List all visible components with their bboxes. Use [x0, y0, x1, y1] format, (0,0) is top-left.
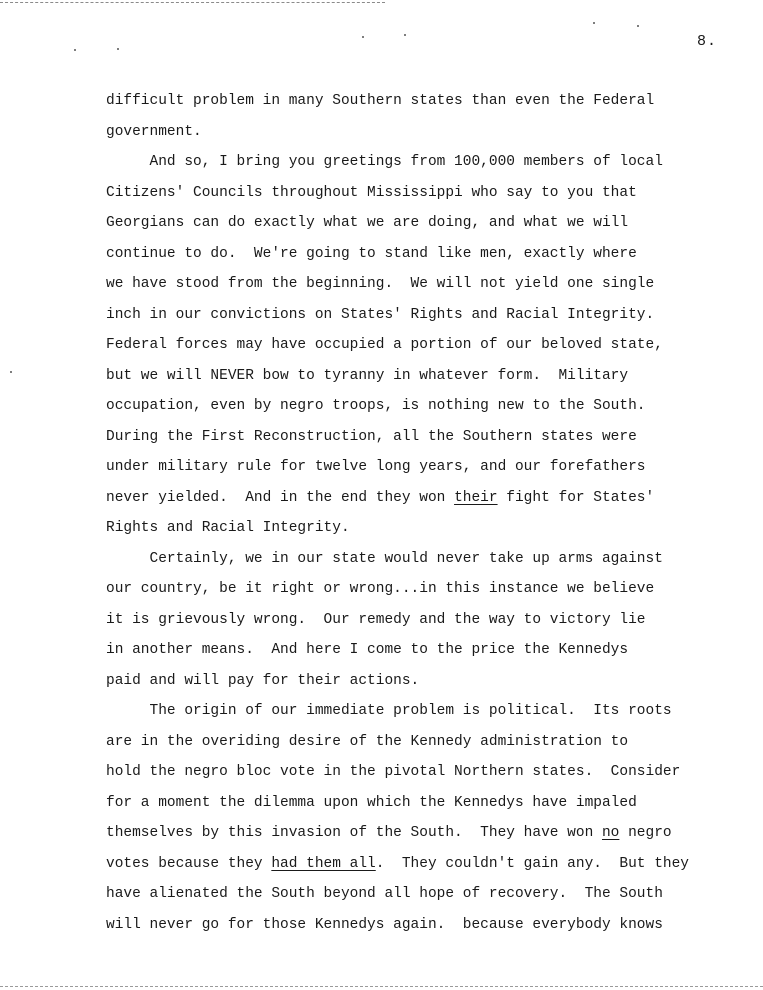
text-line	[106, 117, 726, 148]
text-line	[106, 788, 726, 819]
text-segment: but we will NEVER bow to tyranny in whatever form. Military	[106, 367, 629, 384]
text-line	[106, 269, 726, 300]
top-dashed-rule	[0, 2, 385, 3]
scan-speck	[593, 22, 595, 24]
text-line	[106, 422, 726, 453]
text-segment: inch in our convictions on States' Rights and Racial Integrity.	[106, 306, 655, 323]
text-line	[106, 391, 726, 422]
text-segment: The origin of our immediate problem is political. Its roots	[106, 703, 672, 719]
text-segment: themselves by this invasion of the South. They have won	[106, 825, 602, 841]
text-segment: Federal forces may have occupied a portion of our beloved state,	[106, 337, 663, 353]
text-line	[106, 300, 726, 331]
text-line	[106, 86, 726, 117]
underlined-text: had them all	[271, 855, 376, 872]
text-segment: votes because they	[106, 855, 272, 872]
text-segment: difficult problem in many Southern states than even the Federal	[106, 93, 655, 109]
text-segment: Rights and Racial Integrity.	[106, 520, 350, 536]
page-number: 8.	[697, 33, 718, 50]
text-segment: . They couldn't gain any. But they	[375, 855, 690, 872]
text-line	[106, 147, 726, 178]
text-segment: Georgians can do exactly what we are doing, and what we will	[106, 215, 629, 231]
text-line	[106, 696, 726, 727]
text-line	[106, 666, 726, 697]
text-segment: paid and will pay for their actions.	[106, 672, 420, 689]
text-segment: will never go for those Kennedys again. because everybody knows	[106, 916, 663, 933]
text-segment: hold the negro bloc vote in the pivotal Northern states. Consider	[106, 764, 681, 780]
text-segment: And so, I bring you greetings from 100,000 members of local	[106, 154, 663, 170]
text-line	[106, 330, 726, 361]
text-line	[106, 544, 726, 575]
text-line	[106, 208, 726, 239]
text-segment: Citizens' Councils throughout Mississippi who say to you that	[106, 184, 637, 201]
text-line	[106, 361, 726, 392]
text-line	[106, 818, 726, 849]
text-line	[106, 635, 726, 666]
text-line	[106, 483, 726, 514]
text-segment: in another means. And here I come to the price the Kennedys	[106, 642, 629, 658]
scan-speck	[362, 36, 364, 38]
text-line	[106, 757, 726, 788]
text-line	[106, 178, 726, 209]
text-line	[106, 727, 726, 758]
document-body	[106, 86, 726, 940]
scan-speck	[117, 48, 119, 50]
text-segment: government.	[106, 123, 202, 140]
text-segment: During the First Reconstruction, all the Southern states were	[106, 428, 637, 445]
bottom-dashed-rule	[0, 986, 763, 987]
text-segment: Certainly, we in our state would never take up arms against	[106, 550, 663, 567]
text-line	[106, 452, 726, 483]
text-segment: for a moment the dilemma upon which the Kennedys have impaled	[106, 794, 637, 811]
text-segment: negro	[619, 825, 672, 841]
text-line	[106, 879, 726, 910]
text-segment: occupation, even by negro troops, is nothing new to the South.	[106, 398, 646, 414]
text-segment: fight for States'	[497, 489, 655, 506]
text-line	[106, 574, 726, 605]
scan-speck	[10, 371, 12, 373]
text-segment: have alienated the South beyond all hope of recovery. The South	[106, 886, 663, 902]
text-segment: we have stood from the beginning. We will not yield one single	[106, 276, 655, 292]
text-line	[106, 239, 726, 270]
text-segment: our country, be it right or wrong...in this instance we believe	[106, 581, 655, 597]
text-line	[106, 910, 726, 941]
text-segment: under military rule for twelve long years, and our forefathers	[106, 459, 646, 475]
text-segment: continue to do. We're going to stand like men, exactly where	[106, 245, 637, 262]
underlined-text: their	[454, 489, 498, 506]
text-segment: are in the overiding desire of the Kennedy administration to	[106, 733, 629, 750]
scan-speck	[404, 34, 406, 36]
text-line	[106, 605, 726, 636]
text-line	[106, 849, 726, 880]
scan-speck	[637, 25, 639, 27]
text-segment: never yielded. And in the end they won	[106, 489, 455, 506]
scan-speck	[74, 49, 76, 51]
underlined-text: no	[601, 825, 620, 841]
text-line	[106, 513, 726, 544]
text-segment: it is grievously wrong. Our remedy and the way to victory lie	[106, 611, 646, 628]
